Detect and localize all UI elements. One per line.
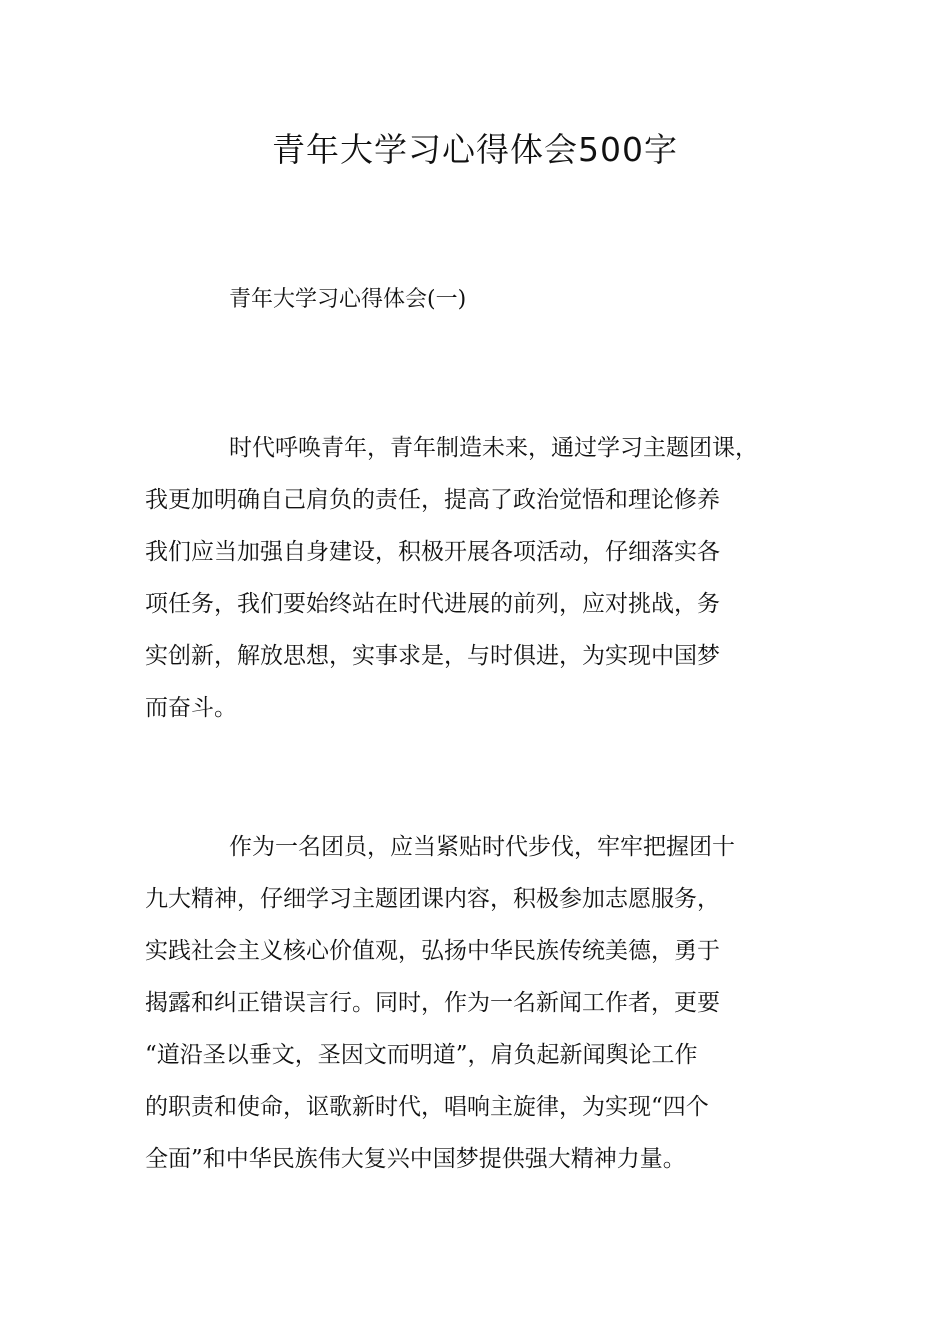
paragraph-line: 时代呼唤青年，青年制造未来，通过学习主题团课， — [229, 435, 758, 461]
paragraph-line: 作为一名团员，应当紧贴时代步伐，牢牢把握团十 — [229, 834, 735, 860]
paragraph-1 — [145, 422, 825, 734]
paragraph-line: 揭露和纠正错误言行。同时，作为一名新闻工作者，更要 — [145, 990, 720, 1016]
paragraph-line: 我们应当加强自身建设，积极开展各项活动，仔细落实各 — [145, 539, 720, 565]
paragraph-2 — [145, 821, 825, 1185]
paragraph-line: 而奋斗。 — [145, 695, 237, 721]
paragraph-line: 我更加明确自己肩负的责任，提高了政治觉悟和理论修养 — [145, 487, 720, 513]
paragraph-line: 实创新，解放思想，实事求是，与时俱进，为实现中国梦 — [145, 643, 720, 669]
paragraph-line: 九大精神，仔细学习主题团课内容，积极参加志愿服务， — [145, 886, 720, 912]
paragraph-line: 的职责和使命，讴歌新时代，唱响主旋律，为实现“四个 — [145, 1094, 709, 1120]
paragraph-line: 全面”和中华民族伟大复兴中国梦提供强大精神力量。 — [145, 1146, 686, 1172]
section-subtitle: 青年大学习心得体会(一) — [229, 287, 467, 312]
document-title: 青年大学习心得体会500字 — [272, 130, 678, 169]
paragraph-line: 实践社会主义核心价值观，弘扬中华民族传统美德，勇于 — [145, 938, 720, 964]
paragraph-line: “道沿圣以垂文，圣因文而明道”，肩负起新闻舆论工作 — [145, 1042, 698, 1068]
paragraph-line: 项任务，我们要始终站在时代进展的前列，应对挑战，务 — [145, 591, 720, 617]
